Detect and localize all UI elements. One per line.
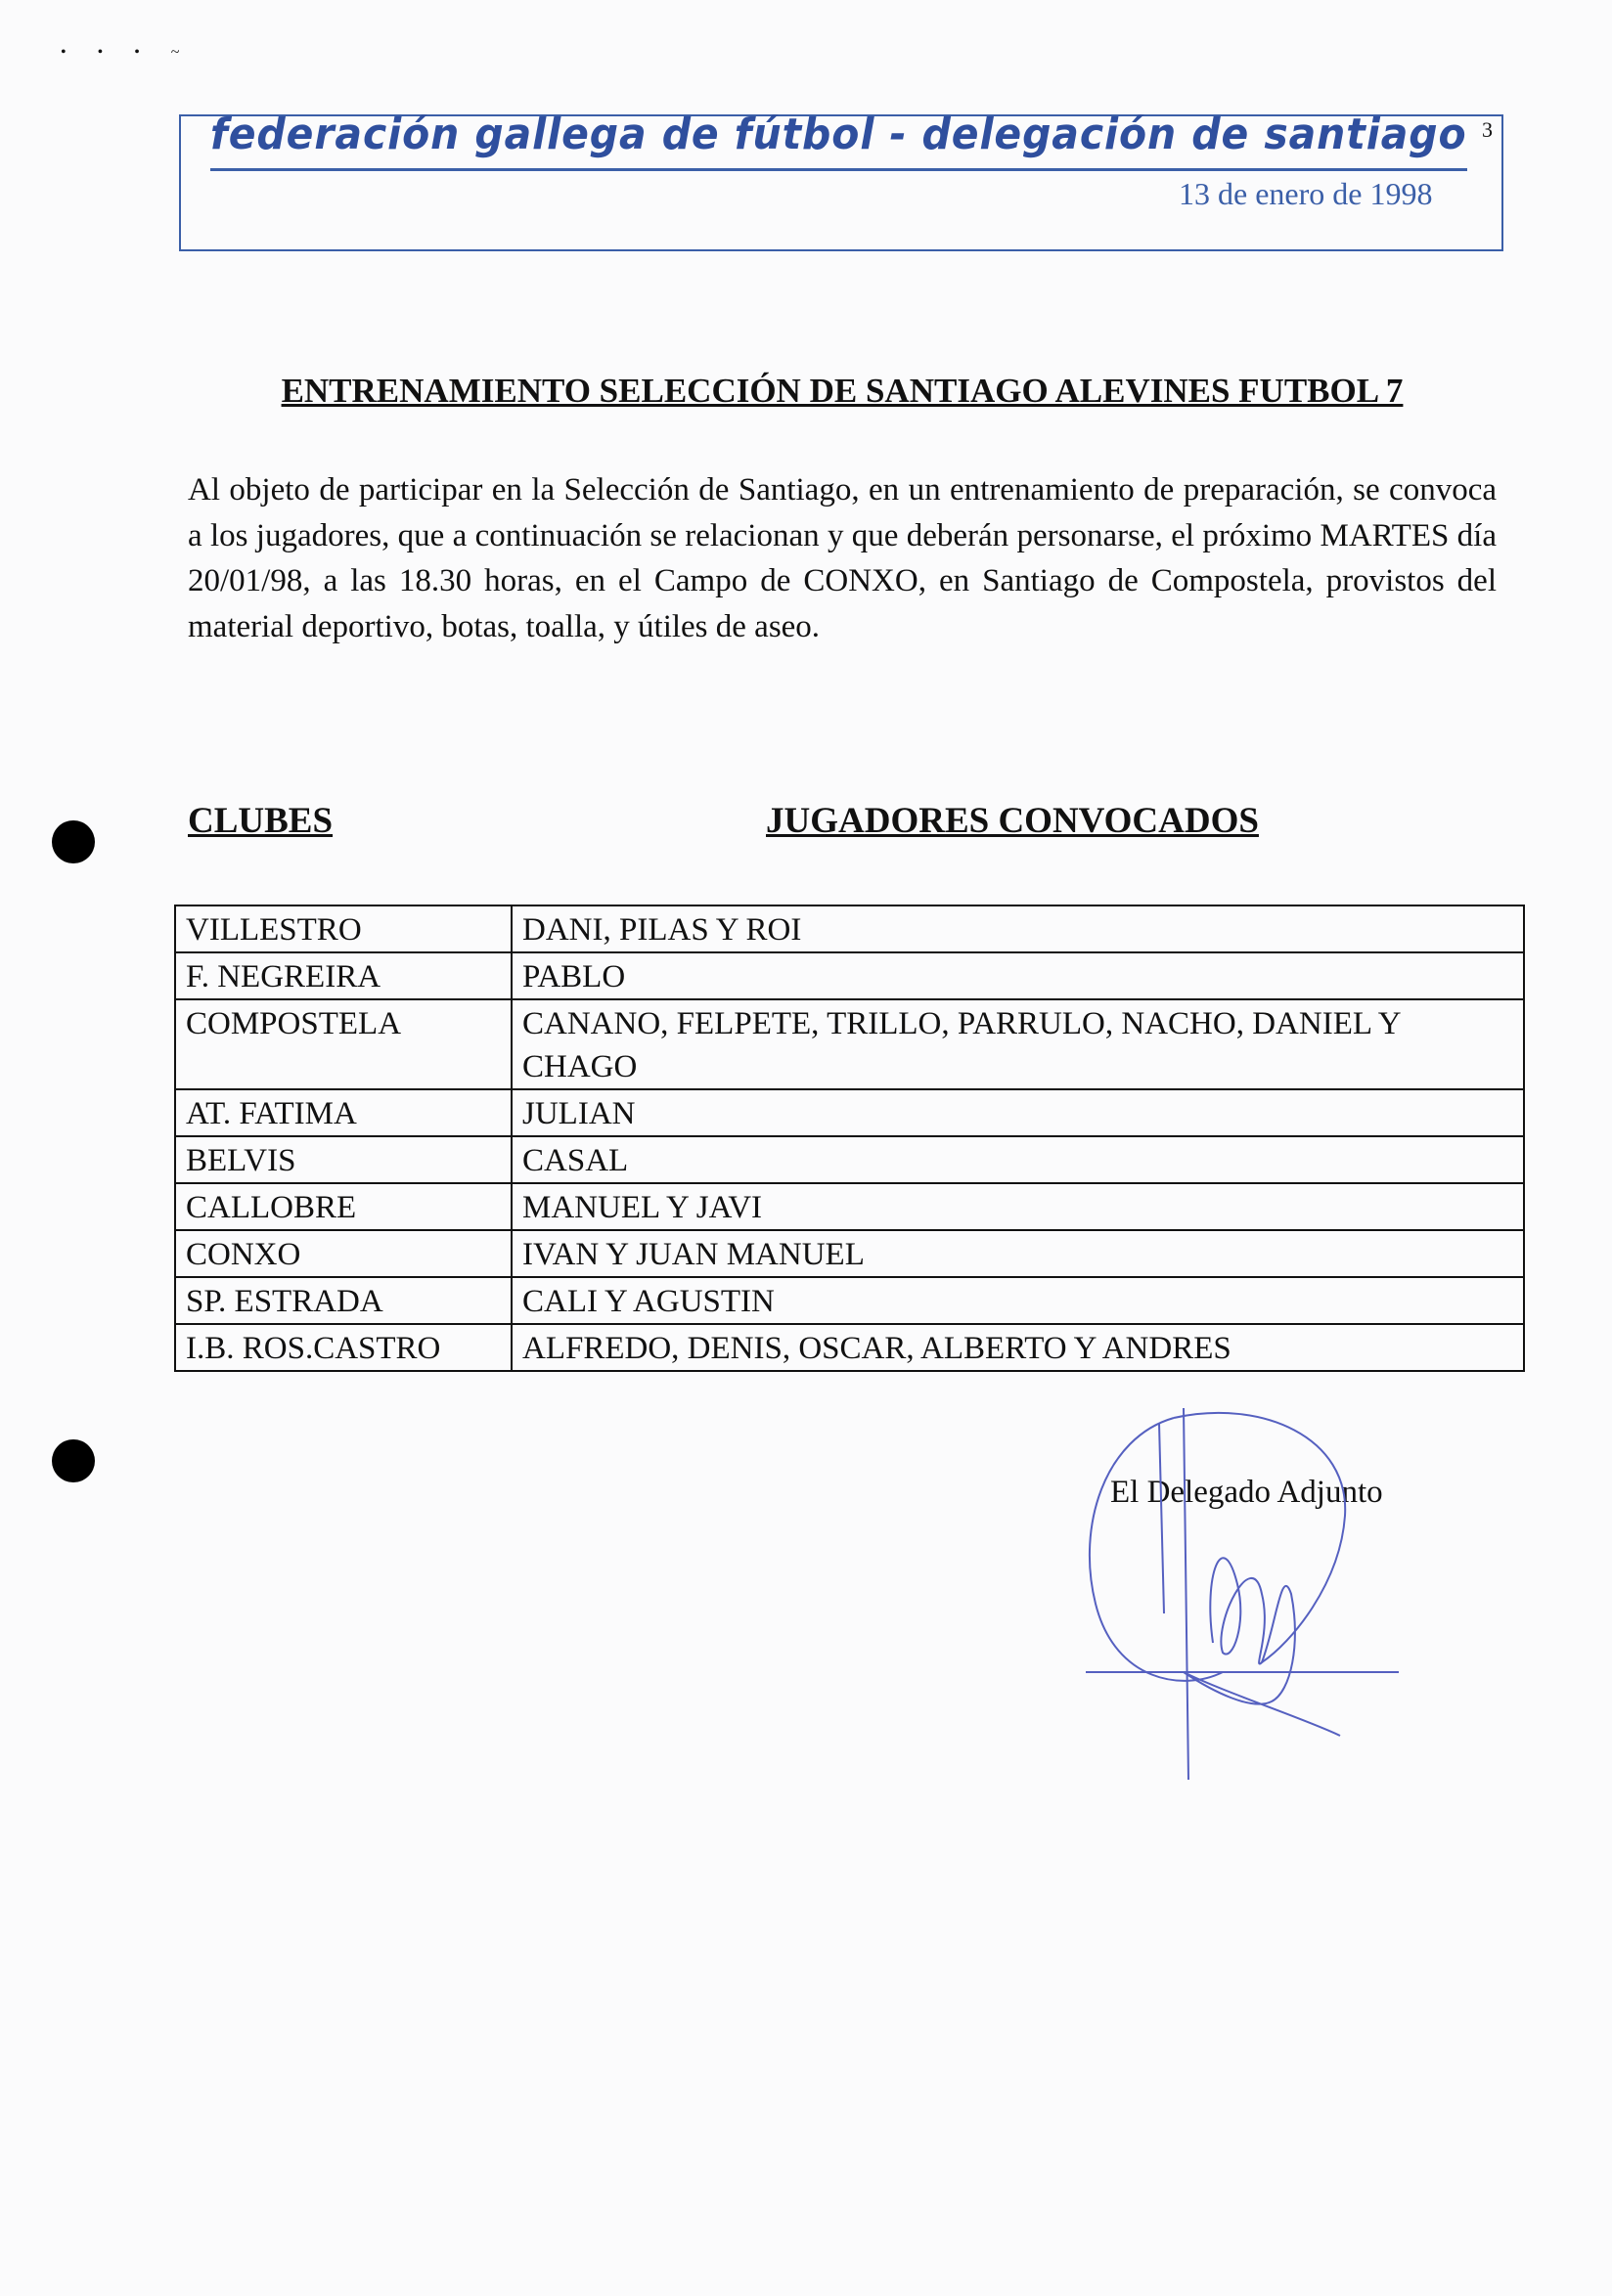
players-cell: DANI, PILAS Y ROI	[512, 905, 1524, 952]
document-date: 13 de enero de 1998	[1179, 176, 1433, 211]
club-cell: CONXO	[175, 1230, 512, 1277]
players-header: JUGADORES CONVOCADOS	[766, 801, 1259, 841]
players-cell: CASAL	[512, 1136, 1524, 1183]
club-cell: SP. ESTRADA	[175, 1277, 512, 1324]
club-cell: COMPOSTELA	[175, 999, 512, 1089]
document-heading: ENTRENAMIENTO SELECCIÓN DE SANTIAGO ALEVINES FUTBOL 7	[281, 372, 1404, 410]
scan-marks: • • • ~	[61, 44, 194, 61]
page-number: 3	[1482, 117, 1493, 142]
players-table	[174, 905, 1525, 1372]
club-cell: I.B. ROS.CASTRO	[175, 1324, 512, 1371]
table-row	[175, 1089, 1524, 1136]
players-cell: MANUEL Y JAVI	[512, 1183, 1524, 1230]
signature-icon	[1066, 1398, 1418, 1789]
binder-hole-icon	[52, 820, 95, 863]
table-row	[175, 1277, 1524, 1324]
players-cell: JULIAN	[512, 1089, 1524, 1136]
letterhead-rule	[210, 168, 1467, 171]
table-row	[175, 952, 1524, 999]
club-cell: F. NEGREIRA	[175, 952, 512, 999]
players-cell: CALI Y AGUSTIN	[512, 1277, 1524, 1324]
table-row	[175, 1136, 1524, 1183]
table-row	[175, 999, 1524, 1089]
signature-label: El Delegado Adjunto	[1110, 1475, 1383, 1510]
table-row	[175, 905, 1524, 952]
table-row	[175, 1230, 1524, 1277]
club-cell: VILLESTRO	[175, 905, 512, 952]
club-cell: CALLOBRE	[175, 1183, 512, 1230]
players-cell: CANANO, FELPETE, TRILLO, PARRULO, NACHO, DANIEL Y CHAGO	[512, 999, 1524, 1089]
binder-hole-icon	[52, 1439, 95, 1482]
club-cell: BELVIS	[175, 1136, 512, 1183]
body-paragraph: Al objeto de participar en la Selección de Santiago, en un entrenamiento de preparación, se convoca a los jugadores, que a continuación se relacionan y que deberán personarse, el próximo MARTES día 20/01/98, a las 18.30 horas, en el Campo de CONXO, en Santiago de Compostela, provistos del material deportivo, botas, toalla, y útiles de aseo.	[188, 472, 1497, 644]
players-cell: ALFREDO, DENIS, OSCAR, ALBERTO Y ANDRES	[512, 1324, 1524, 1371]
club-cell: AT. FATIMA	[175, 1089, 512, 1136]
players-cell: PABLO	[512, 952, 1524, 999]
table-row	[175, 1183, 1524, 1230]
clubs-header: CLUBES	[188, 801, 334, 841]
table-row	[175, 1324, 1524, 1371]
players-cell: IVAN Y JUAN MANUEL	[512, 1230, 1524, 1277]
letterhead-title: federación gallega de fútbol - delegación de santiago	[210, 110, 1467, 159]
